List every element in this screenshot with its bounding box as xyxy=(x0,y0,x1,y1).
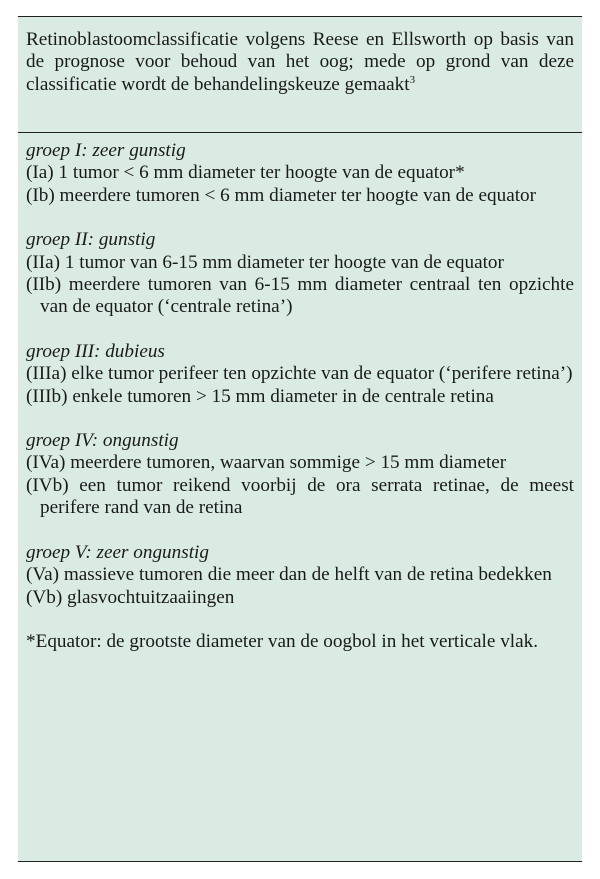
table-caption xyxy=(18,17,582,133)
reference-superscript: 3 xyxy=(409,73,416,86)
table-body xyxy=(18,133,582,861)
footnote: *Equator: de grootste diameter van de oogbol in het verticale vlak. xyxy=(26,630,539,652)
group-1 xyxy=(26,140,574,207)
group-item: (IIIb) enkele tumoren > 15 mm diameter in de centrale retina xyxy=(26,385,494,407)
group-3 xyxy=(26,341,574,408)
group-item: (Ib) meerdere tumoren < 6 mm diameter ter hoogte van de equator xyxy=(26,184,537,206)
caption-text: Retinoblastoomclassificatie volgens Reese en Ellsworth op basis van de prognose voor behoud van het oog; mede op grond van deze classificatie wordt de behandelingskeuze gemaakt xyxy=(26,29,574,95)
group-5 xyxy=(26,542,574,609)
group-item: (IVb) een tumor reikend voorbij de ora serrata retinae, de meest perifere rand van de retina xyxy=(26,474,574,519)
group-item: (Vb) glasvochtuitzaaiingen xyxy=(26,586,235,608)
classification-table xyxy=(18,16,582,862)
group-item: (IIa) 1 tumor van 6-15 mm diameter ter hoogte van de equator xyxy=(26,251,504,273)
group-title: groep III: dubieus xyxy=(26,340,165,362)
group-item: (IIb) meerdere tumoren van 6-15 mm diameter centraal ten opzichte van de equator (‘centrale retina’) xyxy=(26,274,574,318)
group-title: groep V: zeer ongunstig xyxy=(26,541,209,563)
group-item: (IVa) meerdere tumoren, waarvan sommige > 15 mm diameter xyxy=(26,452,507,474)
group-item: (IIIa) elke tumor perifeer ten opzichte van de equator (‘perifere retina’) xyxy=(26,363,573,385)
group-2 xyxy=(26,229,574,319)
group-4 xyxy=(26,430,574,520)
group-item: (Ia) 1 tumor < 6 mm diameter ter hoogte van de equator* xyxy=(26,162,465,184)
group-item: (Va) massieve tumoren die meer dan de helft van de retina bedekken xyxy=(26,564,552,586)
group-title: groep I: zeer gunstig xyxy=(26,140,186,161)
group-title: groep IV: ongunstig xyxy=(26,430,179,452)
group-title: groep II: gunstig xyxy=(26,229,156,251)
